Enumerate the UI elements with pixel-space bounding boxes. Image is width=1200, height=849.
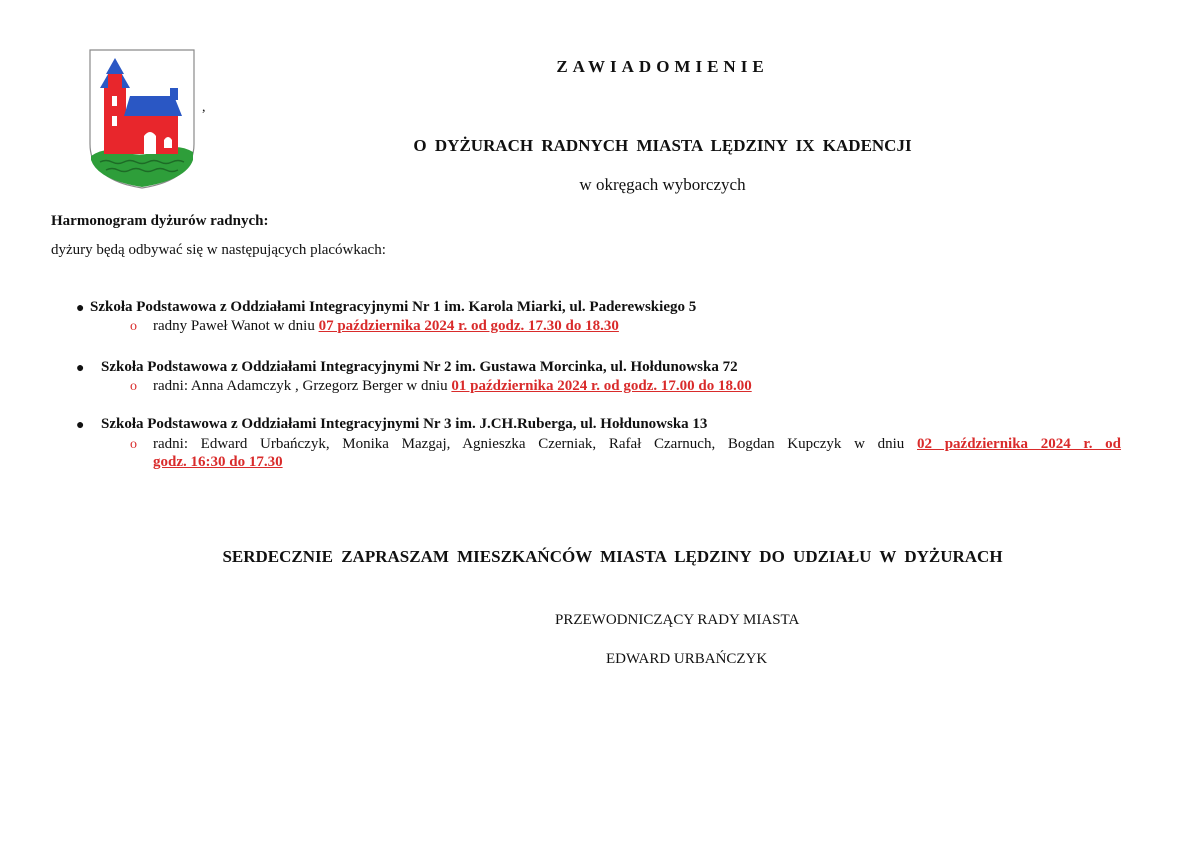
bullet-icon: ● — [76, 418, 85, 433]
duty-date-continued: godz. 16:30 do 17.30 — [153, 454, 283, 470]
circle-bullet-icon: o — [130, 319, 137, 334]
duty-date: 02 października 2024 r. od — [917, 436, 1122, 452]
duty-details — [153, 378, 752, 395]
stray-comma: , — [202, 100, 206, 115]
duty-details-continued — [153, 454, 283, 471]
signature-name: EDWARD URBAŃCZYK — [606, 651, 768, 667]
page-subtitle: O DYŻURACH RADNYCH MIASTA LĘDZINY IX KADENCJI — [413, 136, 912, 155]
school-name: Szkoła Podstawowa z Oddziałami Integracyjnymi Nr 1 im. Karola Miarki, ul. Paderewskiego 5 — [90, 299, 697, 315]
bullet-icon: ● — [76, 361, 85, 376]
duty-people: radny Paweł Wanot w dniu — [153, 318, 319, 334]
bullet-icon: ● — [76, 301, 85, 316]
duty-people: radni: Anna Adamczyk , Grzegorz Berger w dniu — [153, 378, 452, 394]
circle-bullet-icon: o — [130, 379, 137, 394]
signature-role: PRZEWODNICZĄCY RADY MIASTA — [555, 612, 800, 628]
duty-people: radni: Edward Urbańczyk, Monika Mazgaj, Agnieszka Czerniak, Rafał Czarnuch, Bogdan Kupczyk w dniu — [153, 436, 918, 452]
page-subtitle-secondary: w okręgach wyborczych — [579, 175, 746, 194]
school-name: Szkoła Podstawowa z Oddziałami Integracyjnymi Nr 3 im. J.CH.Ruberga, ul. Hołdunowska 13 — [101, 416, 708, 432]
duty-date: 01 października 2024 r. od godz. 17.00 do 18.00 — [451, 378, 752, 394]
schedule-description: dyżury będą odbywać się w następujących placówkach: — [51, 242, 386, 258]
circle-bullet-icon: o — [130, 437, 137, 452]
invitation-text: SERDECZNIE ZAPRASZAM MIESZKAŃCÓW MIASTA LĘDZINY DO UDZIAŁU W DYŻURACH — [222, 547, 1003, 566]
page-title: ZAWIADOMIENIE — [556, 57, 769, 76]
school-name: Szkoła Podstawowa z Oddziałami Integracyjnymi Nr 2 im. Gustawa Morcinka, ul. Hołdunowska 72 — [101, 359, 738, 375]
duty-date: 07 października 2024 r. od godz. 17.30 do 18.30 — [318, 318, 619, 334]
duty-details — [153, 436, 1121, 453]
schedule-heading: Harmonogram dyżurów radnych: — [51, 213, 269, 229]
duty-details — [153, 318, 619, 335]
